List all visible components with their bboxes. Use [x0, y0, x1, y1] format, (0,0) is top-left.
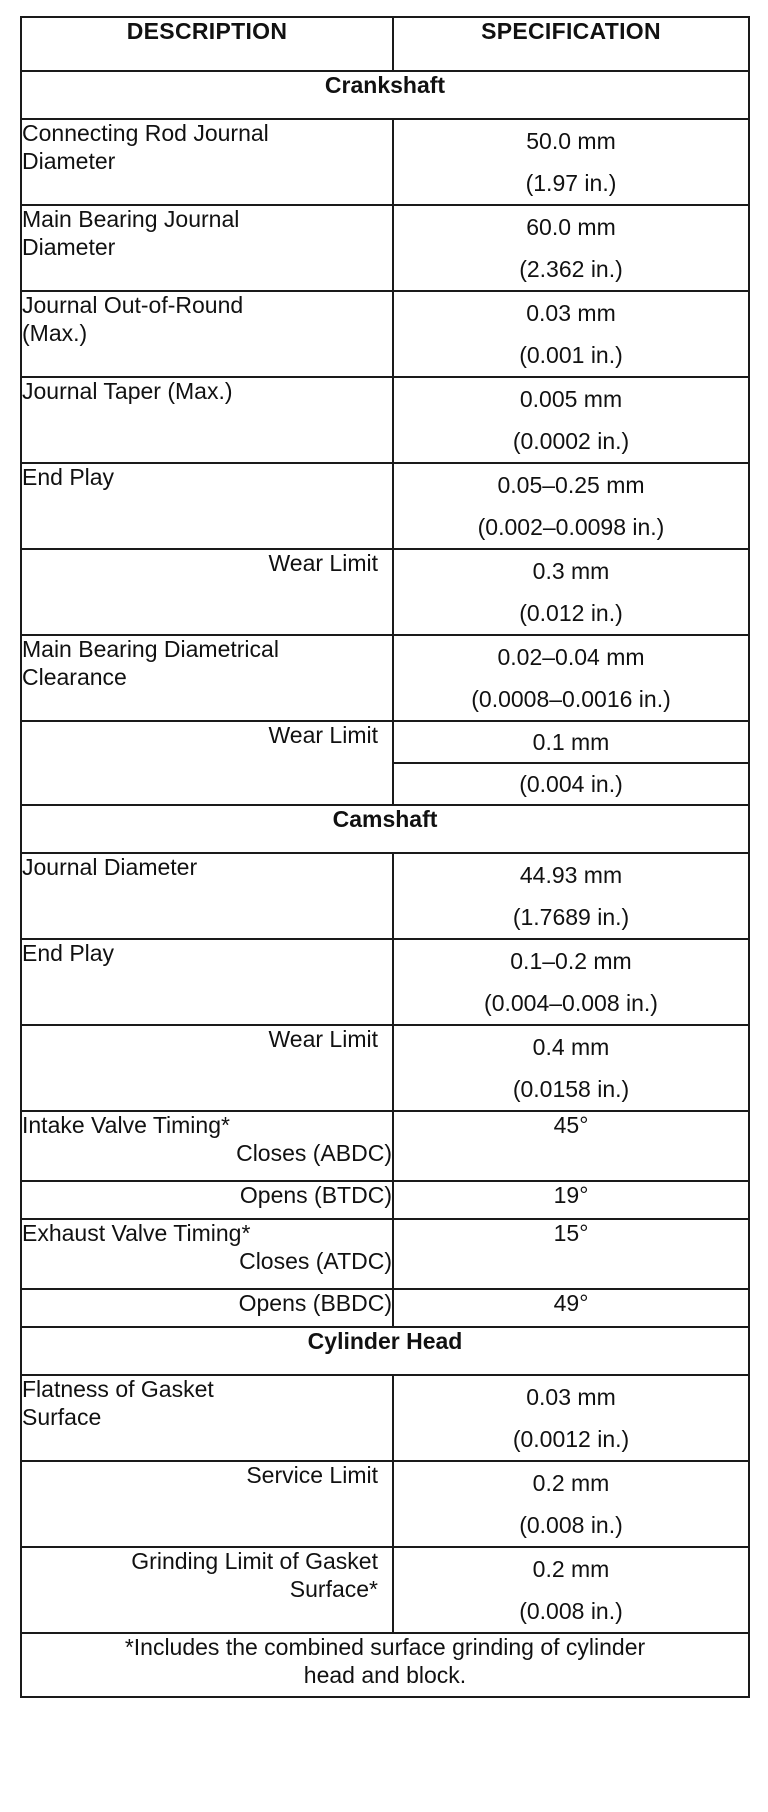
spec-value [393, 1461, 749, 1547]
metric-value: 0.2 mm [532, 1470, 610, 1496]
description-line: (Max.) [22, 319, 88, 346]
table-row [21, 1461, 749, 1547]
imperial-value: (0.012 in.) [519, 600, 623, 626]
table-row [21, 853, 749, 939]
description-line: Main Bearing Journal [22, 206, 240, 232]
imperial-value: (0.0002 in.) [512, 428, 630, 454]
imperial-value: (0.001 in.) [519, 342, 623, 368]
description-line: End Play [22, 464, 115, 490]
description-line: Journal Taper (Max.) [22, 378, 233, 404]
table-row [21, 205, 749, 291]
imperial-value: (0.0012 in.) [512, 1426, 630, 1452]
spec-description [21, 205, 393, 291]
metric-value: 60.0 mm [526, 214, 616, 240]
description-line: Wear Limit [268, 1026, 378, 1052]
intake-closes-value: 45° [393, 1111, 749, 1181]
description-line: Connecting Rod Journal [22, 120, 269, 146]
table-row [21, 721, 749, 763]
spec-description [21, 119, 393, 205]
description-line: Main Bearing Diametrical [22, 636, 279, 662]
imperial-value: (1.7689 in.) [512, 904, 630, 930]
spec-value [393, 763, 749, 805]
description-line: Grinding Limit of Gasket [131, 1548, 378, 1574]
spec-value [393, 119, 749, 205]
spec-value [393, 205, 749, 291]
spec-description [21, 635, 393, 721]
imperial-value: (2.362 in.) [519, 256, 623, 282]
imperial-value: (0.0158 in.) [512, 1076, 630, 1102]
spec-value [393, 377, 749, 463]
description-line: Journal Diameter [22, 854, 198, 880]
metric-value: 0.03 mm [526, 300, 616, 326]
spec-description [21, 291, 393, 377]
metric-value: 44.93 mm [519, 862, 623, 888]
footnote [21, 1633, 749, 1697]
section-title-crankshaft: Crankshaft [21, 71, 749, 119]
description-column-header: DESCRIPTION [21, 17, 393, 71]
imperial-value: (0.0008–0.0016 in.) [471, 686, 671, 712]
intake-opens-label: Opens (BTDC) [21, 1181, 393, 1219]
spec-description [21, 721, 393, 805]
table-row [21, 463, 749, 549]
description-line: Diameter [22, 233, 116, 260]
specification-table [20, 16, 750, 1698]
spec-description [21, 1547, 393, 1633]
table-row [21, 119, 749, 205]
spec-description [21, 377, 393, 463]
exhaust-closes-label: Closes (ATDC) [21, 1248, 393, 1289]
intake-opens-value: 19° [393, 1181, 749, 1219]
table-row [21, 291, 749, 377]
spec-value [393, 1547, 749, 1633]
metric-value: 0.2 mm [532, 1556, 610, 1582]
imperial-value: (0.008 in.) [519, 1598, 623, 1624]
description-line: Journal Out-of-Round [22, 292, 244, 318]
exhaust-timing-label: Exhaust Valve Timing* [21, 1219, 393, 1248]
intake-closes-label: Closes (ABDC) [21, 1140, 393, 1181]
section-title-camshaft: Camshaft [21, 805, 749, 853]
spec-value [393, 463, 749, 549]
spec-value [393, 853, 749, 939]
imperial-value: (1.97 in.) [525, 170, 617, 196]
spec-description [21, 853, 393, 939]
specification-column-header: SPECIFICATION [393, 17, 749, 71]
table-row [21, 1025, 749, 1111]
spec-value [393, 939, 749, 1025]
table-row [21, 939, 749, 1025]
spec-description [21, 1375, 393, 1461]
spec-description [21, 549, 393, 635]
spec-description [21, 1025, 393, 1111]
table-row [21, 377, 749, 463]
spec-value [393, 549, 749, 635]
spec-value [393, 635, 749, 721]
metric-value: 0.005 mm [519, 386, 623, 412]
exhaust-opens-value: 49° [393, 1289, 749, 1327]
spec-table-wrapper [20, 16, 748, 1698]
spec-value [393, 291, 749, 377]
spec-description [21, 463, 393, 549]
table-row [21, 549, 749, 635]
description-line: Diameter [22, 147, 116, 174]
spec-value [393, 1375, 749, 1461]
description-line: Clearance [22, 663, 127, 690]
exhaust-closes-value: 15° [393, 1219, 749, 1289]
metric-value: 0.05–0.25 mm [497, 472, 645, 498]
table-row [21, 1547, 749, 1633]
metric-value: 0.3 mm [532, 558, 610, 584]
intake-timing-row [21, 1111, 749, 1140]
description-line: Service Limit [246, 1462, 378, 1488]
metric-value: 0.1 mm [532, 729, 610, 755]
description-line: End Play [22, 940, 115, 966]
footnote-row [21, 1633, 749, 1697]
spec-description [21, 939, 393, 1025]
exhaust-opens-label: Opens (BBDC) [21, 1289, 393, 1327]
spec-value [393, 1025, 749, 1111]
description-line: Surface* [289, 1575, 378, 1602]
footnote-line: head and block. [303, 1661, 467, 1688]
intake-opens-row [21, 1181, 749, 1219]
imperial-value: (0.004–0.008 in.) [484, 990, 658, 1016]
imperial-value: (0.004 in.) [519, 771, 623, 797]
metric-value: 0.03 mm [526, 1384, 616, 1410]
section-row-cylinder-head [21, 1327, 749, 1375]
intake-timing-label: Intake Valve Timing* [21, 1111, 393, 1140]
metric-value: 0.1–0.2 mm [510, 948, 632, 974]
table-row [21, 1375, 749, 1461]
metric-value: 0.4 mm [532, 1034, 610, 1060]
description-line: Wear Limit [268, 550, 378, 576]
footnote-line: *Includes the combined surface grinding of cylinder [124, 1634, 646, 1660]
exhaust-opens-row [21, 1289, 749, 1327]
imperial-value: (0.008 in.) [519, 1512, 623, 1538]
metric-value: 0.02–0.04 mm [497, 644, 645, 670]
spec-description [21, 1461, 393, 1547]
description-line: Flatness of Gasket [22, 1376, 214, 1402]
table-row [21, 635, 749, 721]
section-row-camshaft [21, 805, 749, 853]
exhaust-timing-row [21, 1219, 749, 1248]
imperial-value: (0.002–0.0098 in.) [477, 514, 665, 540]
header-row [21, 17, 749, 71]
description-line: Wear Limit [268, 722, 378, 748]
spec-value [393, 721, 749, 763]
section-title-cylinder-head: Cylinder Head [21, 1327, 749, 1375]
metric-value: 50.0 mm [526, 128, 616, 154]
section-row-crankshaft [21, 71, 749, 119]
description-line: Surface [22, 1403, 102, 1430]
